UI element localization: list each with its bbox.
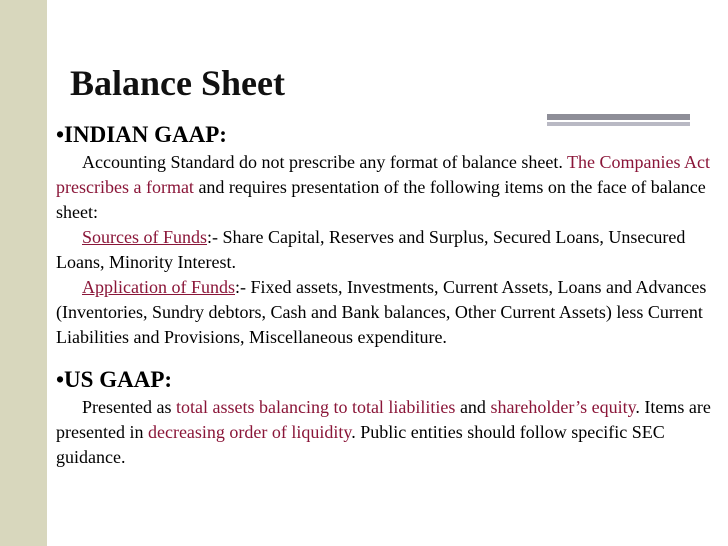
us-gaap-heading: •US GAAP: bbox=[56, 367, 173, 392]
indian-gaap-text: Accounting Standard do not prescribe any format of balance sheet. bbox=[82, 152, 568, 172]
us-gaap-end: . Public entities should follow specific SEC guidance. bbox=[56, 422, 665, 467]
sources-of-funds-label: Sources of Funds bbox=[82, 227, 207, 247]
us-gaap-mid: . Items are presented in bbox=[56, 397, 711, 442]
section-spacer bbox=[56, 350, 716, 365]
application-of-funds-label: Application of Funds bbox=[82, 277, 235, 297]
slide-content bbox=[56, 120, 716, 470]
shareholders-equity-highlight: shareholder’s equity bbox=[490, 397, 636, 417]
sources-of-funds-paragraph bbox=[56, 225, 716, 275]
indian-gaap-paragraph bbox=[56, 150, 716, 225]
companies-act-highlight: The Companies Act prescribes a format bbox=[56, 152, 710, 197]
slide-title: Balance Sheet bbox=[70, 63, 285, 103]
application-of-funds-text: :- Fixed assets, Investments, Current Assets, Loans and Advances (Inventories, Sundry debtors, Cash and Bank balances, Other Current Assets) less Current Liabilities and Provisions, Miscellaneous expenditure. bbox=[56, 277, 707, 347]
us-gaap-paragraph bbox=[56, 395, 716, 470]
sources-of-funds-text: :- Share Capital, Reserves and Surplus, Secured Loans, Unsecured Loans, Minority Interest. bbox=[56, 227, 686, 272]
indian-gaap-heading: •INDIAN GAAP: bbox=[56, 122, 227, 147]
left-accent-bar bbox=[0, 0, 47, 546]
total-assets-highlight: total assets balancing to total liabilities bbox=[175, 397, 456, 417]
application-of-funds-paragraph bbox=[56, 275, 716, 350]
indian-gaap-text-rest: and requires presentation of the following items on the face of balance sheet: bbox=[56, 177, 706, 222]
us-gaap-and: and bbox=[455, 397, 491, 417]
liquidity-order-highlight: decreasing order of liquidity bbox=[147, 422, 352, 442]
us-gaap-text: Presented as bbox=[82, 397, 176, 417]
